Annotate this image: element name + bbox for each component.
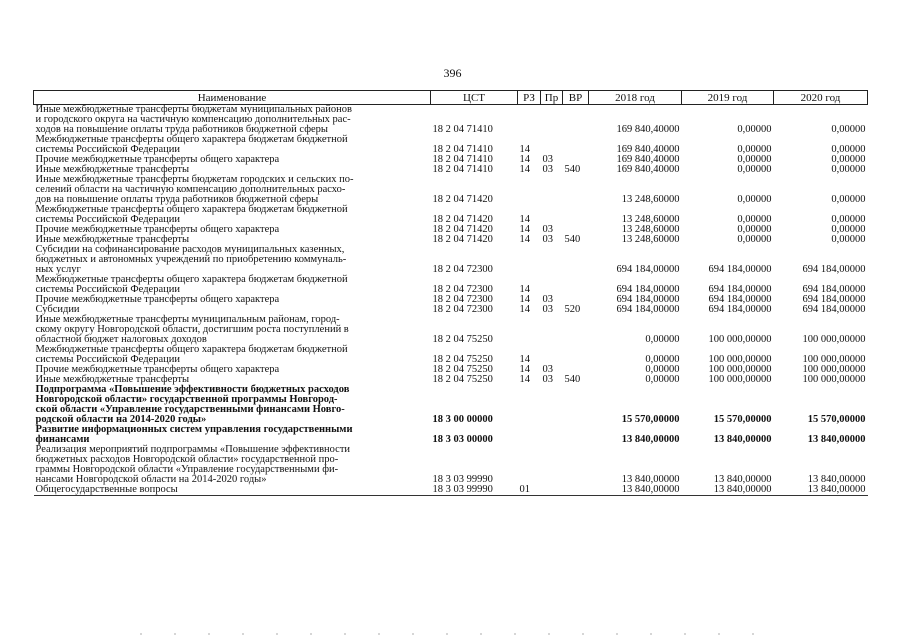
row-vr <box>563 385 589 425</box>
row-amount-2020: 0,00000 <box>831 144 866 155</box>
row-name: Прочие межбюджетные трансферты общего характера <box>35 154 280 165</box>
row-amount-2020: 100 000,00000 <box>802 354 866 365</box>
row-amount-2019: 15 570,00000 <box>713 414 772 425</box>
col-header-cst: ЦСТ <box>431 91 518 105</box>
row-amount-2019: 100 000,00000 <box>708 364 772 375</box>
row-cst: 18 2 04 71410 <box>432 154 493 165</box>
row-vr <box>563 205 589 225</box>
row-amount-2018: 0,00000 <box>645 374 680 385</box>
row-cst: 18 2 04 75250 <box>432 374 493 385</box>
row-amount-2020: 100 000,00000 <box>802 334 866 345</box>
row-name: Реализация мероприятий подпрограммы «Повышение эффективности бюджетных расходов Новгородской области» государственной про- граммы Новгородской области «Управление государственными фи- нансами Новгородской области на 2014-2020 годы» <box>35 444 351 485</box>
row-amount-2018: 169 840,40000 <box>616 144 680 155</box>
row-amount-2019: 100 000,00000 <box>708 334 772 345</box>
row-cst: 18 2 04 72300 <box>432 284 493 295</box>
table-row <box>34 105 868 136</box>
row-vr <box>563 445 589 485</box>
scan-artifact <box>140 633 780 635</box>
row-cst: 18 2 04 72300 <box>432 294 493 305</box>
row-amount-2018: 0,00000 <box>645 364 680 375</box>
row-pr: 03 <box>542 224 553 235</box>
row-rz: 14 <box>519 144 530 155</box>
row-name: Межбюджетные трансферты общего характера бюджетам бюджетной системы Российской Федерации <box>35 204 348 225</box>
row-cst: 18 2 04 71410 <box>432 144 493 155</box>
col-header-name: Наименование <box>34 91 431 105</box>
row-rz: 14 <box>519 214 530 225</box>
row-amount-2020: 694 184,00000 <box>802 264 866 275</box>
row-amount-2019: 100 000,00000 <box>708 374 772 385</box>
row-amount-2019: 0,00000 <box>737 194 772 205</box>
row-cst: 18 2 04 72300 <box>432 264 493 275</box>
row-cst: 18 3 00 00000 <box>432 414 493 425</box>
row-pr: 03 <box>542 304 553 315</box>
row-cst: 18 2 04 72300 <box>432 304 493 315</box>
row-amount-2018: 13 248,60000 <box>621 224 680 235</box>
row-pr <box>541 385 563 425</box>
row-rz: 14 <box>519 284 530 295</box>
row-rz: 01 <box>518 485 541 496</box>
row-name: Субсидии <box>35 304 80 315</box>
row-name: Иные межбюджетные трансферты <box>35 374 190 385</box>
row-amount-2018: 169 840,40000 <box>616 164 680 175</box>
page-number: 396 <box>443 66 462 80</box>
row-cst: 18 2 04 75250 <box>432 364 493 375</box>
row-amount-2020: 694 184,00000 <box>802 304 866 315</box>
row-cst: 18 2 04 71420 <box>432 234 493 245</box>
col-header-vr: ВР <box>563 91 589 105</box>
row-name: Прочие межбюджетные трансферты общего характера <box>35 294 280 305</box>
row-rz: 14 <box>519 234 530 245</box>
row-amount-2018: 13 840,00000 <box>621 474 680 485</box>
row-amount-2020: 13 840,00000 <box>774 485 868 496</box>
row-pr: 03 <box>542 364 553 375</box>
row-rz <box>518 245 541 275</box>
row-amount-2019: 694 184,00000 <box>708 284 772 295</box>
col-header-rz: РЗ <box>518 91 541 105</box>
row-amount-2018: 694 184,00000 <box>616 284 680 295</box>
row-amount-2019: 0,00000 <box>737 124 772 135</box>
row-name: Иные межбюджетные трансферты бюджетам муниципальных районов и городского округа на частичную компенсацию дополнительных рас- ходов на повышение оплаты труда работников бюджетной сферы <box>35 104 353 135</box>
row-pr: 03 <box>542 374 553 385</box>
table-row <box>34 425 868 445</box>
row-name: Межбюджетные трансферты общего характера бюджетам бюджетной системы Российской Федерации <box>35 134 348 155</box>
row-vr <box>563 275 589 295</box>
row-amount-2019: 0,00000 <box>737 214 772 225</box>
row-name: Прочие межбюджетные трансферты общего характера <box>35 364 280 375</box>
row-amount-2019: 13 840,00000 <box>682 485 774 496</box>
row-amount-2018: 169 840,40000 <box>616 154 680 165</box>
row-rz: 14 <box>519 354 530 365</box>
row-pr <box>541 425 563 445</box>
row-cst: 18 2 04 71420 <box>432 214 493 225</box>
row-amount-2020: 0,00000 <box>831 234 866 245</box>
table-row <box>34 485 868 496</box>
row-pr <box>541 135 563 155</box>
row-rz <box>518 445 541 485</box>
row-amount-2019: 694 184,00000 <box>708 294 772 305</box>
row-cst: 18 2 04 75250 <box>432 354 493 365</box>
budget-table <box>33 90 868 496</box>
row-cst: 18 3 03 00000 <box>432 434 493 445</box>
row-pr <box>541 445 563 485</box>
row-vr <box>563 105 589 136</box>
row-rz: 14 <box>519 164 530 175</box>
row-rz <box>518 105 541 136</box>
row-amount-2020: 0,00000 <box>831 224 866 235</box>
row-name: Развитие информационных систем управления государственными финансами <box>35 424 353 445</box>
row-rz <box>518 315 541 345</box>
row-cst: 18 2 04 71420 <box>432 194 493 205</box>
row-vr <box>563 175 589 205</box>
row-cst: 18 2 04 71410 <box>432 124 493 135</box>
row-amount-2019: 694 184,00000 <box>708 264 772 275</box>
row-amount-2019: 0,00000 <box>737 234 772 245</box>
row-pr: 03 <box>542 294 553 305</box>
row-amount-2019: 13 840,00000 <box>713 434 772 445</box>
row-amount-2020: 0,00000 <box>831 164 866 175</box>
row-name: Подпрограмма «Повышение эффективности бюджетных расходов Новгородской области» государственной программы Новгород- ской области «Управление государственными финансами Новго- родской области на 2014-2020 годы» <box>35 384 350 425</box>
row-rz <box>518 385 541 425</box>
row-amount-2018: 694 184,00000 <box>616 264 680 275</box>
row-pr: 03 <box>542 154 553 165</box>
row-amount-2019: 0,00000 <box>737 164 772 175</box>
table-row <box>34 245 868 275</box>
row-amount-2018: 13 840,00000 <box>589 485 682 496</box>
row-rz: 14 <box>519 224 530 235</box>
col-header-2019: 2019 год <box>682 91 774 105</box>
row-amount-2020: 13 840,00000 <box>807 474 866 485</box>
row-name: Общегосударственные вопросы <box>34 485 431 496</box>
row-rz: 14 <box>519 294 530 305</box>
table-row <box>34 445 868 485</box>
table-row <box>34 315 868 345</box>
row-amount-2020: 100 000,00000 <box>802 364 866 375</box>
row-pr <box>541 275 563 295</box>
row-amount-2018: 694 184,00000 <box>616 304 680 315</box>
row-cst: 18 2 04 71410 <box>432 164 493 175</box>
row-amount-2019: 694 184,00000 <box>708 304 772 315</box>
row-pr: 03 <box>542 164 553 175</box>
row-amount-2020: 694 184,00000 <box>802 284 866 295</box>
row-amount-2020: 0,00000 <box>831 214 866 225</box>
row-rz <box>518 175 541 205</box>
table-row <box>34 175 868 205</box>
row-amount-2019: 13 840,00000 <box>713 474 772 485</box>
row-vr <box>563 425 589 445</box>
col-header-2020: 2020 год <box>774 91 868 105</box>
row-amount-2018: 15 570,00000 <box>621 414 680 425</box>
row-amount-2020: 15 570,00000 <box>807 414 866 425</box>
row-amount-2019: 100 000,00000 <box>708 354 772 365</box>
row-name: Межбюджетные трансферты общего характера бюджетам бюджетной системы Российской Федерации <box>35 344 348 365</box>
row-amount-2020: 0,00000 <box>831 154 866 165</box>
col-header-2018: 2018 год <box>589 91 682 105</box>
row-pr <box>541 175 563 205</box>
row-amount-2019: 0,00000 <box>737 144 772 155</box>
row-name: Иные межбюджетные трансферты бюджетам городских и сельских по- селений области на частичную компенсацию дополнительных расхо- дов на повышение оплаты труда работников бюджетной сферы <box>35 174 354 205</box>
row-name: Субсидии на софинансирование расходов муниципальных казенных, бюджетных и автономных учреждений по приобретению коммуналь- ных услуг <box>35 244 347 275</box>
row-vr <box>563 315 589 345</box>
col-header-pr: Пр <box>541 91 563 105</box>
row-amount-2020: 694 184,00000 <box>802 294 866 305</box>
row-pr <box>541 205 563 225</box>
row-rz: 14 <box>519 364 530 375</box>
row-rz <box>518 425 541 445</box>
row-pr <box>541 345 563 365</box>
row-vr: 540 <box>564 164 581 175</box>
row-rz: 14 <box>519 304 530 315</box>
row-amount-2020: 0,00000 <box>831 124 866 135</box>
row-amount-2020: 13 840,00000 <box>807 434 866 445</box>
row-amount-2020: 0,00000 <box>831 194 866 205</box>
row-amount-2019: 0,00000 <box>737 154 772 165</box>
row-amount-2020: 100 000,00000 <box>802 374 866 385</box>
row-vr <box>563 245 589 275</box>
row-name: Межбюджетные трансферты общего характера бюджетам бюджетной системы Российской Федерации <box>35 274 348 295</box>
table-row <box>34 345 868 365</box>
row-amount-2018: 13 248,60000 <box>621 214 680 225</box>
row-pr <box>541 245 563 275</box>
row-rz: 14 <box>519 154 530 165</box>
row-name: Иные межбюджетные трансферты муниципальным районам, город- скому округу Новгородской области, достигшим роста поступлений в областной бюджет налоговых доходов <box>35 314 349 345</box>
table-row <box>34 135 868 155</box>
row-amount-2018: 694 184,00000 <box>616 294 680 305</box>
row-vr <box>563 135 589 155</box>
row-amount-2018: 0,00000 <box>645 354 680 365</box>
row-vr <box>563 485 589 496</box>
table-row <box>34 275 868 295</box>
row-vr <box>563 345 589 365</box>
row-pr <box>541 315 563 345</box>
row-amount-2018: 0,00000 <box>645 334 680 345</box>
row-rz: 14 <box>519 374 530 385</box>
row-amount-2018: 169 840,40000 <box>616 124 680 135</box>
row-cst: 18 2 04 75250 <box>432 334 493 345</box>
row-vr: 540 <box>564 374 581 385</box>
row-name: Иные межбюджетные трансферты <box>35 164 190 175</box>
row-vr: 520 <box>564 304 581 315</box>
row-name: Иные межбюджетные трансферты <box>35 234 190 245</box>
row-vr: 540 <box>564 234 581 245</box>
row-cst: 18 2 04 71420 <box>432 224 493 235</box>
row-amount-2018: 13 840,00000 <box>621 434 680 445</box>
row-amount-2018: 13 248,60000 <box>621 234 680 245</box>
row-pr <box>541 105 563 136</box>
row-amount-2018: 13 248,60000 <box>621 194 680 205</box>
row-pr <box>541 485 563 496</box>
row-cst: 18 3 03 99990 <box>432 474 493 485</box>
table-row <box>34 205 868 225</box>
row-name: Прочие межбюджетные трансферты общего характера <box>35 224 280 235</box>
row-pr: 03 <box>542 234 553 245</box>
row-amount-2019: 0,00000 <box>737 224 772 235</box>
table-row <box>34 385 868 425</box>
table-header-row <box>34 91 868 105</box>
row-cst: 18 3 03 99990 <box>431 485 518 496</box>
